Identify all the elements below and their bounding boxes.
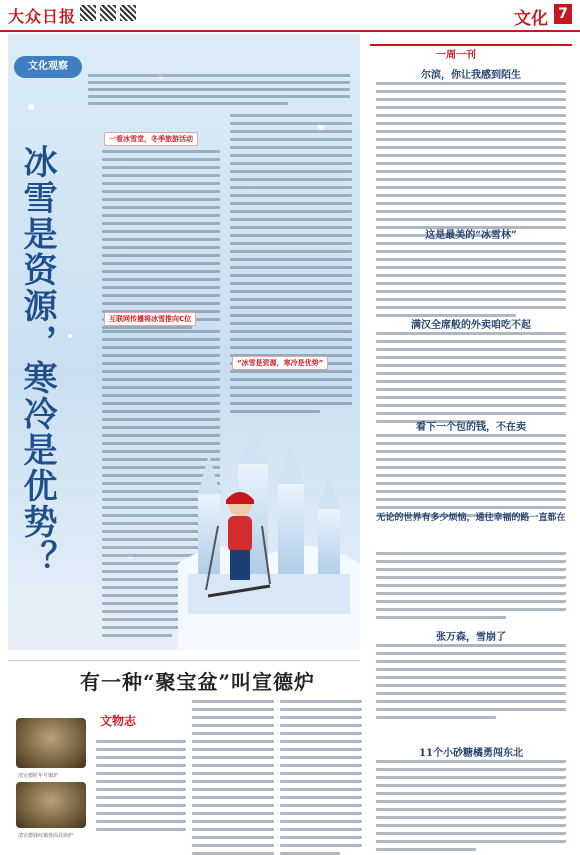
feature-title: 冰雪是资源，寒冷是优势？ — [17, 144, 57, 576]
article-column-1 — [102, 150, 220, 329]
intro-paragraph — [88, 74, 350, 105]
right-article-7 — [376, 760, 566, 851]
headline-6: 张万森，雪崩了 — [436, 632, 506, 643]
bottom-article-title: 有一种“聚宝盆”叫宣德炉 — [80, 670, 316, 694]
headline-4: 看下一个包的钱，不在卖 — [416, 422, 526, 433]
headline-2: 这是最美的“冰雪林” — [425, 230, 517, 241]
section-badge: 文化观察 — [14, 56, 82, 78]
headline-1: 尔滨，你让我感到陌生 — [421, 70, 521, 81]
right-article-6 — [376, 644, 566, 719]
column-header-label: 一周一刊 — [436, 50, 476, 61]
headline-3: 满汉全席般的外卖咱吃不起 — [411, 320, 531, 331]
subhead-1: 一看冰雪堂，冬季旅游活动 — [104, 132, 198, 146]
qr-code-icon — [80, 5, 96, 21]
caption-1: 清宣德时年号铜炉 — [18, 773, 59, 779]
qr-code-icon — [100, 5, 116, 21]
page-number: 7 — [554, 4, 572, 24]
headline-7: 11个小砂糖橘勇闯东北 — [419, 748, 523, 759]
headline-5: 无论的世界有多少烦恼，通往幸福的路一直都在 — [376, 513, 566, 523]
right-article-5 — [376, 552, 566, 619]
section-title: 文化 — [514, 9, 548, 29]
qr-code-icon — [120, 5, 136, 21]
right-article-3 — [376, 332, 566, 423]
winter-feature-panel — [8, 34, 360, 650]
caption-2: 清宣德钱纹铜兽面具鼎炉 — [18, 833, 74, 839]
subhead-2: 互联网传播将冰雪推向C位 — [104, 312, 196, 326]
bottom-article-col-2 — [192, 700, 274, 855]
right-article-4 — [376, 434, 566, 517]
bottom-article-col-1 — [96, 740, 186, 831]
right-article-1 — [376, 82, 566, 237]
bottom-article-col-3 — [280, 700, 362, 855]
bronze-censer-photo-1 — [16, 718, 86, 768]
subhead-3: “冰雪是资源，寒冷是优势” — [232, 356, 328, 370]
bronze-censer-photo-2 — [16, 782, 86, 828]
skier-child-illustration — [204, 486, 274, 606]
newspaper-logo: 大众日报 — [8, 7, 77, 26]
right-article-2 — [376, 242, 566, 317]
column-label: 文物志 — [100, 714, 137, 728]
